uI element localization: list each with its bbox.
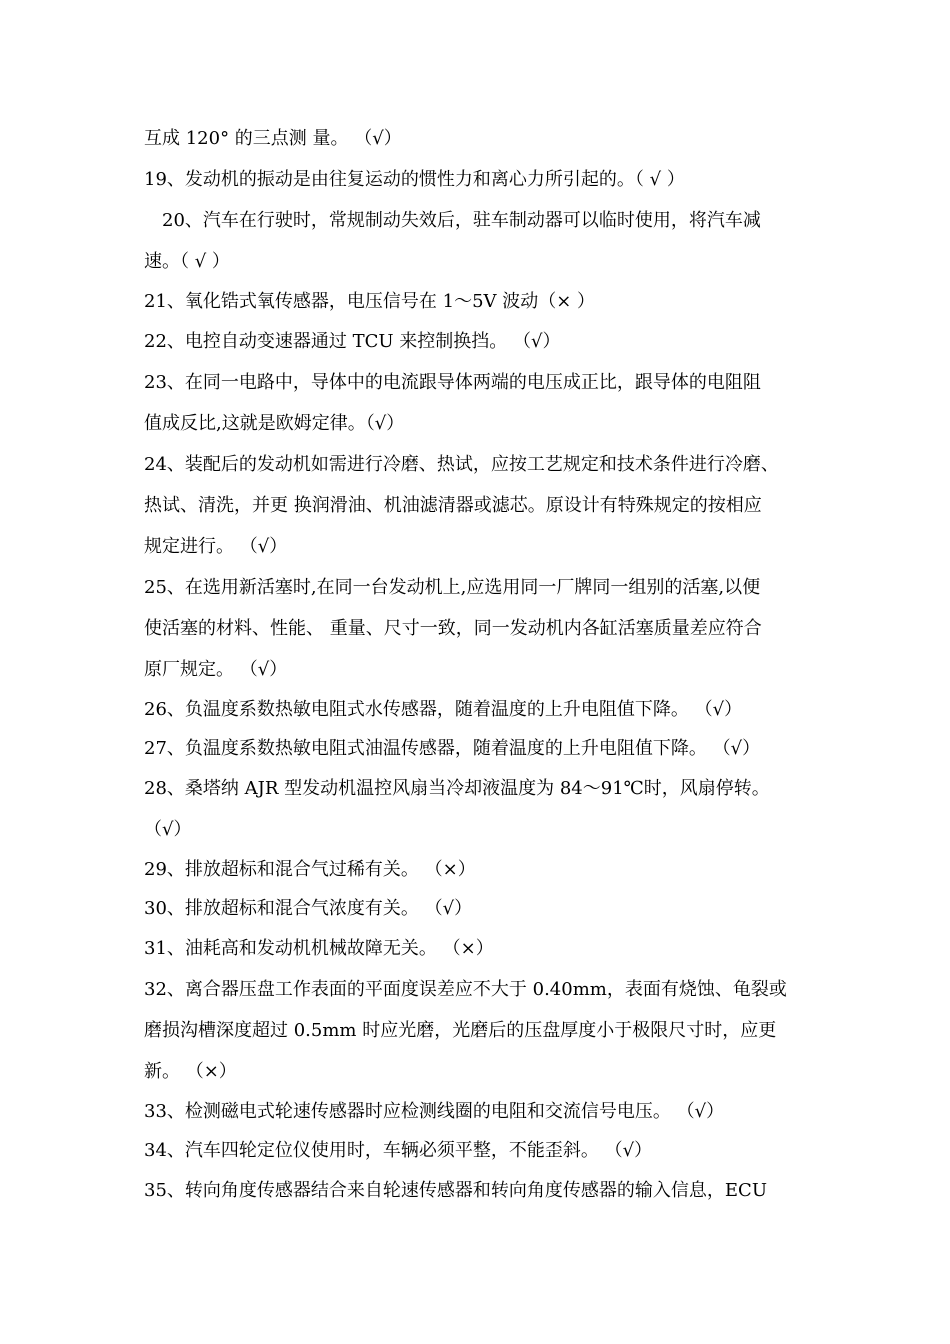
question-28: 28、桑塔纳 AJR 型发动机温控风扇当冷却液温度为 84～91℃时，风扇停转。 [144,778,770,799]
question-25-cont-1: 使活塞的材料、性能、 重量、尺寸一致，同一发动机内各缸活塞质量差应符合 [144,618,762,639]
question-22: 22、电控自动变速器通过 TCU 来控制换挡。 （√） [144,331,561,352]
question-29: 29、排放超标和混合气过稀有关。 （×） [144,859,476,880]
question-23-cont: 值成反比,这就是欧姆定律。（√） [144,413,405,434]
text-body [144,118,834,1211]
question-33: 33、检测磁电式轮速传感器时应检测线圈的电阻和交流信号电压。 （√） [144,1101,725,1122]
question-32: 32、离合器压盘工作表面的平面度误差应不大于 0.40mm，表面有烧蚀、龟裂或 [144,979,787,1000]
question-24-cont-1: 热试、清洗，并更 换润滑油、机油滤清器或滤芯。原设计有特殊规定的按相应 [144,495,762,516]
question-32-cont-2: 新。 （×） [144,1061,237,1082]
text-line-1: 互成 120° 的三点测 量。 （√） [144,128,402,149]
question-23: 23、在同一电路中，导体中的电流跟导体两端的电压成正比，跟导体的电阻阻 [144,372,761,393]
question-25: 25、在选用新活塞时,在同一台发动机上,应选用同一厂牌同一组别的活塞,以便 [144,577,761,598]
question-20-cont: 速。（ √ ） [144,251,230,272]
question-25-cont-2: 原厂规定。 （√） [144,659,288,680]
question-28-cont: （√） [144,819,192,840]
question-19: 19、发动机的振动是由往复运动的惯性力和离心力所引起的。（ √ ） [144,169,685,190]
question-31: 31、油耗高和发动机机械故障无关。 （×） [144,938,494,959]
question-30: 30、排放超标和混合气浓度有关。 （√） [144,898,473,919]
question-32-cont-1: 磨损沟槽深度超过 0.5mm 时应光磨，光磨后的压盘厚度小于极限尺寸时，应更 [144,1020,777,1041]
question-24-cont-2: 规定进行。 （√） [144,536,288,557]
question-27: 27、负温度系数热敏电阻式油温传感器，随着温度的上升电阻值下降。 （√） [144,738,761,759]
question-21: 21、氧化锆式氧传感器，电压信号在 1～5V 波动（× ） [144,291,596,312]
question-34: 34、汽车四轮定位仪使用时，车辆必须平整，不能歪斜。 （√） [144,1140,653,1161]
question-26: 26、负温度系数热敏电阻式水传感器，随着温度的上升电阻值下降。 （√） [144,699,743,720]
question-35: 35、转向角度传感器结合来自轮速传感器和转向角度传感器的输入信息，ECU [144,1180,767,1201]
question-24: 24、装配后的发动机如需进行冷磨、热试，应按工艺规定和技术条件进行冷磨、 [144,454,779,475]
question-20: 20、汽车在行驶时，常规制动失效后，驻车制动器可以临时使用，将汽车减 [162,210,761,231]
